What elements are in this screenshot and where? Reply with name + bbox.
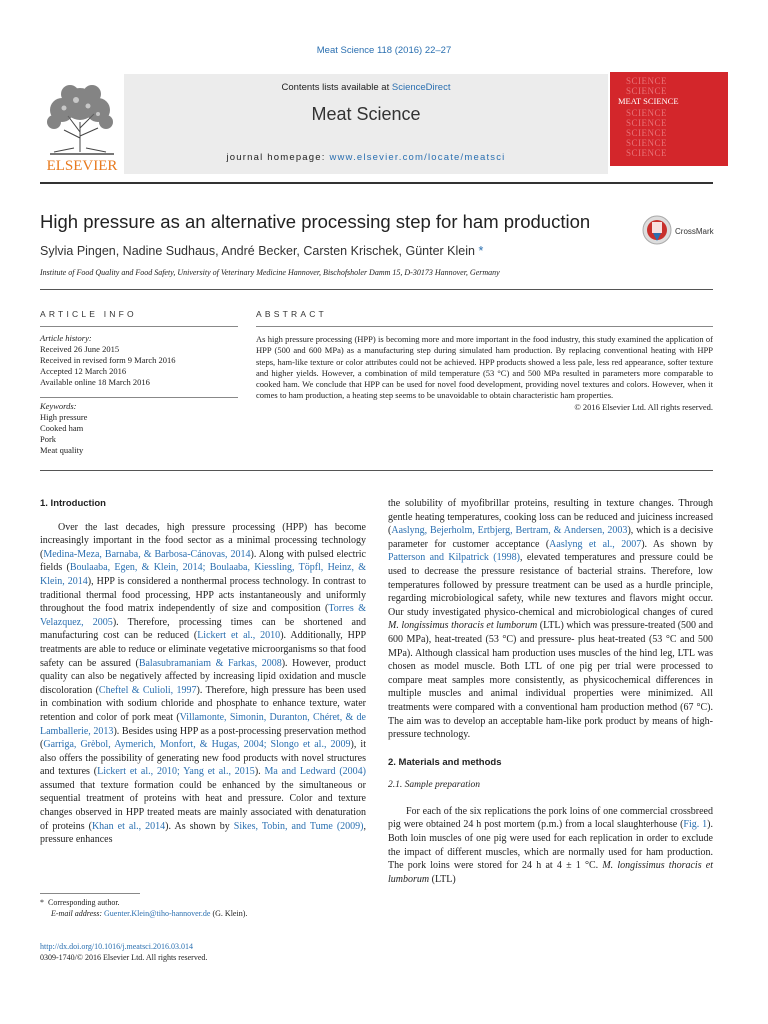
cover-word: SCIENCE (626, 148, 668, 158)
keyword-item: High pressure (40, 412, 88, 422)
citation-link[interactable]: Boulaaba, Egen, & Klein, 2014; Boulaaba, Kiessling, Töpfl, Heinz, & Klein, 2014 (40, 562, 366, 587)
citation-link[interactable]: Aaslyng, Bejerholm, Ertbjerg, Bertram, & Andersen, 2003 (391, 525, 628, 537)
citation-link[interactable]: Medina-Meza, Barnaba, & Barbosa-Cánovas, 2014 (43, 548, 251, 560)
sample-preparation-heading: 2.1. Sample preparation (388, 780, 481, 791)
cover-title: MEAT SCIENCE (618, 96, 679, 106)
header-rule (40, 182, 713, 184)
homepage-link[interactable]: www.elsevier.com/locate/meatsci (329, 152, 506, 163)
journal-cover-image (610, 72, 728, 166)
email-link[interactable]: Guenter.Klein@tiho-hannover.de (104, 909, 211, 918)
citation-link[interactable]: Lickert et al., 2010; Yang et al., 2015 (97, 766, 255, 778)
cover-word: SCIENCE (626, 76, 668, 86)
article-info-heading: ARTICLE INFO (40, 309, 137, 319)
cover-word: SCIENCE (626, 138, 668, 148)
homepage-prefix: journal homepage: (226, 152, 330, 163)
title-rule (40, 289, 713, 290)
abstract-rule (256, 326, 713, 327)
citation-link[interactable]: Khan et al., 2014 (91, 820, 166, 832)
citation-link[interactable]: Patterson and Kilpatrick (1998) (388, 552, 520, 564)
right-column (388, 497, 713, 886)
citation-link[interactable]: Ma and Ledward (2004) (264, 766, 366, 778)
citation-link[interactable]: Balasubramaniam & Farkas, 2008 (138, 657, 282, 669)
abstract-copyright: © 2016 Elsevier Ltd. All rights reserved. (574, 401, 713, 412)
cover-word: SCIENCE (626, 118, 668, 128)
publisher-wordmark: ELSEVIER (46, 158, 118, 174)
abstract-heading: ABSTRACT (256, 309, 327, 319)
corresponding-author-mark[interactable]: * (478, 244, 484, 258)
left-column (40, 497, 366, 847)
corresponding-author-note: * Corresponding author. (40, 898, 120, 907)
citation-link[interactable]: Villamonte, Simonin, Duranton, Chéret, & de Lamballerie, 2013 (40, 711, 366, 737)
history-item: Accepted 12 March 2016 (40, 366, 127, 376)
doi-link[interactable]: http://dx.doi.org/10.1016/j.meatsci.2016.03.014 (40, 942, 193, 951)
methods-paragraph: For each of the six replications the pork loins of one commercial crossbreed pig were obtained 24 h post mortem (p.m.) from a local slaughterhouse (Fig. 1). Both loin muscles of one pig were used for each replication in order to exclude the impact of different muscles, which are normally used for ham production. The pork loins were stored for 24 h at 4 ± 1 °C. M. longissimus thoracis et lumborum (LTL) (388, 805, 714, 885)
keywords-label: Keywords: (40, 401, 77, 411)
crossmark-badge[interactable] (642, 213, 732, 247)
history-item: Received 26 June 2015 (40, 344, 120, 354)
contents-line (124, 82, 608, 93)
footnote (40, 897, 247, 919)
sciencedirect-link[interactable]: ScienceDirect (391, 82, 451, 93)
citation-link[interactable]: Cheftel & Culioli, 1997 (98, 684, 197, 696)
citation-link[interactable]: Sikes, Tobin, and Tume (2009) (233, 820, 364, 832)
crossmark-label: CrossMark (675, 227, 714, 236)
citation-link[interactable]: Aaslyng et al., 2007 (549, 538, 642, 550)
introduction-paragraph: Over the last decades, high pressure processing (HPP) has become increasingly important in the food sector as a minimal processing technology (Medina-Meza, Barnaba, & Barbosa-Cánovas, 2014). Along with pulsed electric fields (Boulaaba, Egen, & Klein, 2014; Boulaaba, Kiessling, Töpfl, Heinz, & Klein, 2014), HPP is considered a nonthermal process technology. In contrast to traditional thermal food processing, HPP acts instantaneously and uniformly throughout the food matrix independently of size and composition (Torres & Velazquez, 2005). Therefore, processing times can be shortened and manufacturing cost can be reduced (Lickert et al., 2010). Additionally, HPP treatments are able to reduce or eliminate vegetative microorganisms so that food safety can be assured (Balasubramaniam & Farkas, 2008). However, product quality can also be negatively affected by increasing lipid oxidation and muscle discoloration (Cheftel & Culioli, 1997). Therefore, high pressure has been used in combination with sodium chloride and phosphate to enhance texture, water retention and color of pork meat (Villamonte, Simonin, Duranton, Chéret, & de Lamballerie, 2013). Besides using HPP as a post-processing preservation method (Garriga, Grèbol, Aymerich, Monfort, & Hugas, 2004; Slongo et al., 2009), it also offers the possibility of generating new food products with novel structures and textures (Lickert et al., 2010; Yang et al., 2015). Ma and Ledward (2004) assumed that texture formation could be enhanced by the simultaneous or sequential treatment of proteins with heat and pressure. Color and texture changes observed in HPP treated meats are mainly associated with denaturation of proteins (Khan et al., 2014). As shown by Sikes, Tobin, and Tume (2009), pressure enhances (40, 521, 367, 846)
introduction-paragraph-cont: the solubility of myofibrillar proteins, resulting in texture changes. Through gentle heating temperatures, cooking loss can be reduced and juiciness increased (Aaslyng, Bejerholm, Ertbjerg, Bertram, & Andersen, 2003), which is a decisive parameter for customer acceptance (Aaslyng et al., 2007). As shown by Patterson and Kilpatrick (1998), elevated temperatures and pressure could be used to decrease the pressure resistance of bacterial strains. Therefore, low temperatures followed by pressure treatment can be used as a hurdle principle, regarding microbiological safety, while new textures and flavors might occur. Our study investigated physico-chemical and microbiological changes of cured M. longissimus thoracis et lumborum (LTL) which was pressure-treated (500 and 600 MPa), heat-treated (53 °C) and pressure- plus heat-treated (53 °C and 500 MPa). Although classical ham production uses muscles of the hind leg, LTL was chosen as model muscle. Both LTL of one pig per trial were processed to compare meat samples more consistently, as physicochemical differences in multiple muscles and animal individual properties were minimized. All treatments were compared with a conventional ham production method (67 °C). The aim was to develop an acceptable ham-like pork product by means of high-pressure technology. (388, 498, 714, 741)
issn-copyright: 0309-1740/© 2016 Elsevier Ltd. All rights reserved. (40, 953, 208, 962)
history-item: Available online 18 March 2016 (40, 377, 150, 387)
info-rule (40, 397, 238, 398)
elsevier-tree-logo (40, 76, 124, 176)
history-item: Received in revised form 9 March 2016 (40, 355, 176, 365)
contents-prefix: Contents lists available at (281, 82, 392, 93)
cover-word: SCIENCE (626, 86, 668, 96)
citation-link[interactable]: Torres & Velazquez, 2005 (40, 603, 366, 628)
journal-reference-link[interactable]: Meat Science 118 (2016) 22–27 (316, 45, 452, 56)
abstract-bottom-rule (40, 470, 713, 471)
affiliation: Institute of Food Quality and Food Safety, University of Veterinary Medicine Hannover, Bischofsholer Damm 15, D-30173 Hannover, Germany (40, 268, 500, 277)
authors: Sylvia Pingen, Nadine Sudhaus, André Becker, Carsten Krischek, Günter Klein (40, 244, 475, 258)
abstract-text: As high pressure processing (HPP) is becoming more and more important in the food industry, this study examined the application of HPP (500 and 600 MPa) as a manufacturing step during simulated ham production. By replacing conventional heating with HPP steps, ham-like texture or color attributes could not be achieved. HPP products showed a less pale, less red appearance, softer texture and higher yields. However, a combination of mild temperature (53 °C) and 500 MPa resulted in parameters more comparable to cooked ham. We conclude that HPP can be used for novel food development, providing novel textures and colors. However, when it comes to ham production, a heating step seems to be unavoidable to obtain characteristic ham properties. (256, 334, 713, 401)
abstract-body (256, 334, 713, 413)
article-title: High pressure as an alternative processing step for ham production (40, 211, 591, 232)
email-note: E-mail address: Guenter.Klein@tiho-hannover.de (G. Klein). (51, 909, 248, 918)
article-history (40, 333, 176, 388)
footnote-rule (40, 893, 140, 894)
keywords (40, 401, 87, 456)
citation-link[interactable]: Garriga, Grèbol, Aymerich, Monfort, & Hugas, 2004; Slongo et al., 2009 (43, 739, 351, 751)
cover-word: SCIENCE (626, 128, 668, 138)
doi-block (40, 941, 207, 963)
methods-heading: 2. Materials and methods (388, 756, 502, 768)
homepage-line (124, 152, 608, 163)
journal-title: Meat Science (311, 104, 421, 124)
history-label: Article history: (40, 333, 92, 343)
citation-link[interactable]: Lickert et al., 2010 (197, 630, 281, 642)
keyword-item: Meat quality (40, 445, 84, 455)
author-list (40, 244, 483, 258)
keyword-item: Pork (40, 434, 57, 444)
figure-link[interactable]: Fig. 1 (683, 819, 708, 831)
keyword-item: Cooked ham (40, 423, 84, 433)
cover-word: SCIENCE (626, 108, 668, 118)
introduction-heading: 1. Introduction (40, 498, 106, 509)
info-rule (40, 326, 238, 327)
